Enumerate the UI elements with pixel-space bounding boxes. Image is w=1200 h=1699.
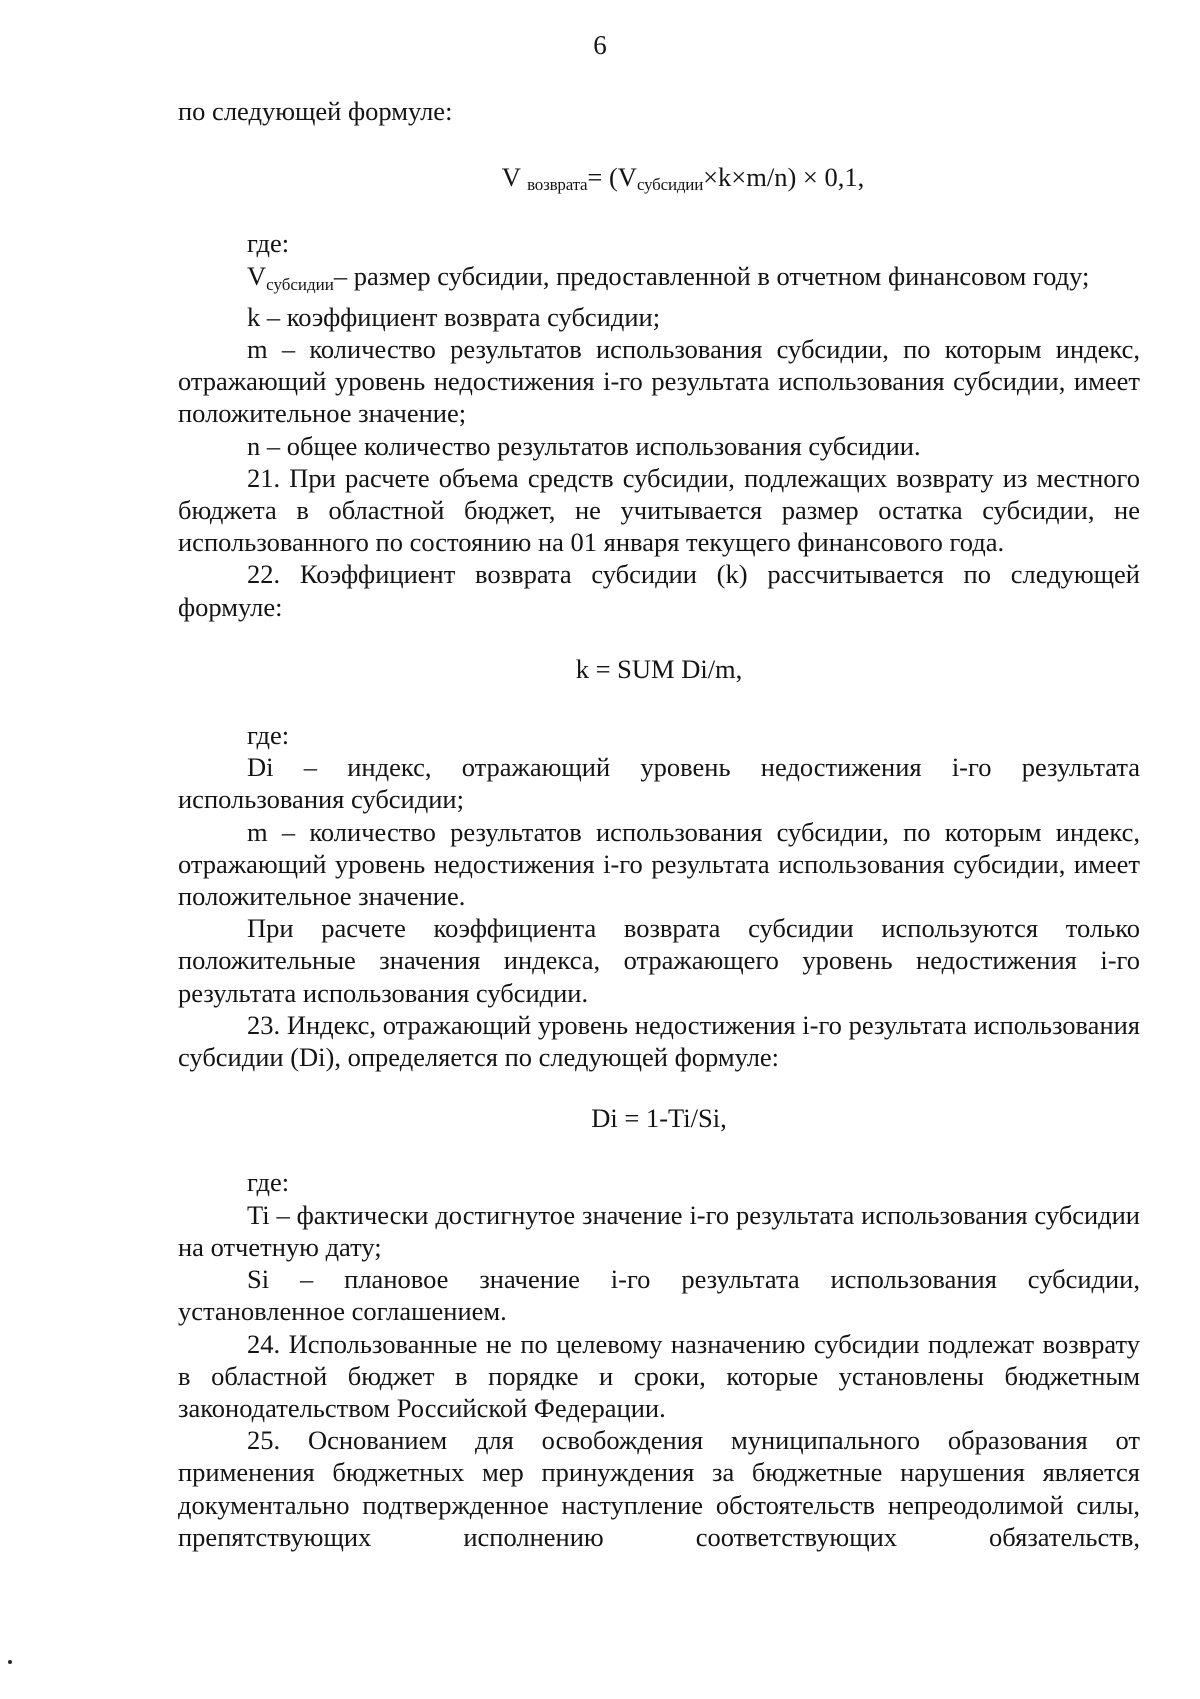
where-label-1: где: — [247, 228, 290, 259]
formula-v-subscript: возврата — [527, 175, 588, 195]
page-number: 6 — [593, 30, 607, 60]
definition-m-1: m – количество результатов использования субсидии, по которым индекс, отражающий уровень недостижения i-го результата использования субсидии, имеет положительное значение; — [178, 334, 1140, 429]
definition-ti: Ti – фактически достигнутое значение i-го результата использования субсидии на отчетную дату; — [178, 1199, 1140, 1262]
definition-k: k – коэффициент возврата субсидии; — [247, 301, 661, 332]
formula-di: Di = 1-Ti/Si, — [591, 1103, 727, 1134]
where-label-3: где: — [247, 1167, 290, 1198]
formula-rest: ×k×m/n) × 0,1, — [703, 162, 865, 193]
formula-return-volume — [178, 161, 1140, 201]
formula-equals: = (V — [587, 162, 637, 193]
definition-v-symbol: V — [247, 260, 267, 291]
definition-v-subsidy — [178, 260, 1140, 301]
where-label-2: где: — [247, 720, 290, 751]
definition-di: Di – индекс, отражающий уровень недостижения i-го результата использования субсидии; — [178, 752, 1140, 815]
definition-v-subscript: субсидии — [266, 274, 334, 294]
document-body — [178, 95, 1140, 1553]
paragraph-25: 25. Основанием для освобождения муниципального образования от применения бюджетных мер принуждения за бюджетные нарушения является документально подтвержденное наступление обстоятельств непреодолимой силы, препятствующих исполнению соответствующих обязательств, — [178, 1425, 1140, 1552]
intro-text: по следующей формуле: — [178, 96, 453, 126]
definition-n: n – общее количество результатов использования субсидии. — [247, 430, 921, 461]
paragraph-21: 21. При расчете объема средств субсидии, подлежащих возврату из местного бюджета в областной бюджет, не учитывается размер остатка субсидии, не использованного по состоянию на 01 января текущего финансового года. — [178, 462, 1140, 558]
definition-si: Si – плановое значение i-го результата использования субсидии, установленное соглашением. — [178, 1264, 1140, 1327]
paragraph-23: 23. Индекс, отражающий уровень недостижения i-го результата использования субсидии (Di), определяется по следующей формуле: — [178, 1009, 1140, 1073]
scan-speck — [8, 1660, 12, 1664]
definition-v-text: – размер субсидии, предоставленной в отчетном финансовом году; — [333, 260, 1090, 291]
formula-k: k = SUM Di/m, — [575, 653, 743, 684]
paragraph-22: 22. Коэффициент возврата субсидии (k) рассчитывается по следующей формуле: — [178, 559, 1140, 622]
formula-vs-subscript: субсидии — [636, 175, 704, 195]
definition-m-2: m – количество результатов использования субсидии, по которым индекс, отражающий уровень недостижения i-го результата использования субсидии, имеет положительное значение. — [178, 816, 1140, 912]
note-positive-values: При расчете коэффициента возврата субсидии используются только положительные значения индекса, отражающего уровень недостижения i-го результата использования субсидии. — [178, 913, 1140, 1008]
formula-v: V — [501, 162, 521, 193]
paragraph-24: 24. Использованные не по целевому назначению субсидии подлежат возврату в областной бюджет в порядке и сроки, которые установлены бюджетным законодательством Российской Федерации. — [178, 1328, 1140, 1423]
